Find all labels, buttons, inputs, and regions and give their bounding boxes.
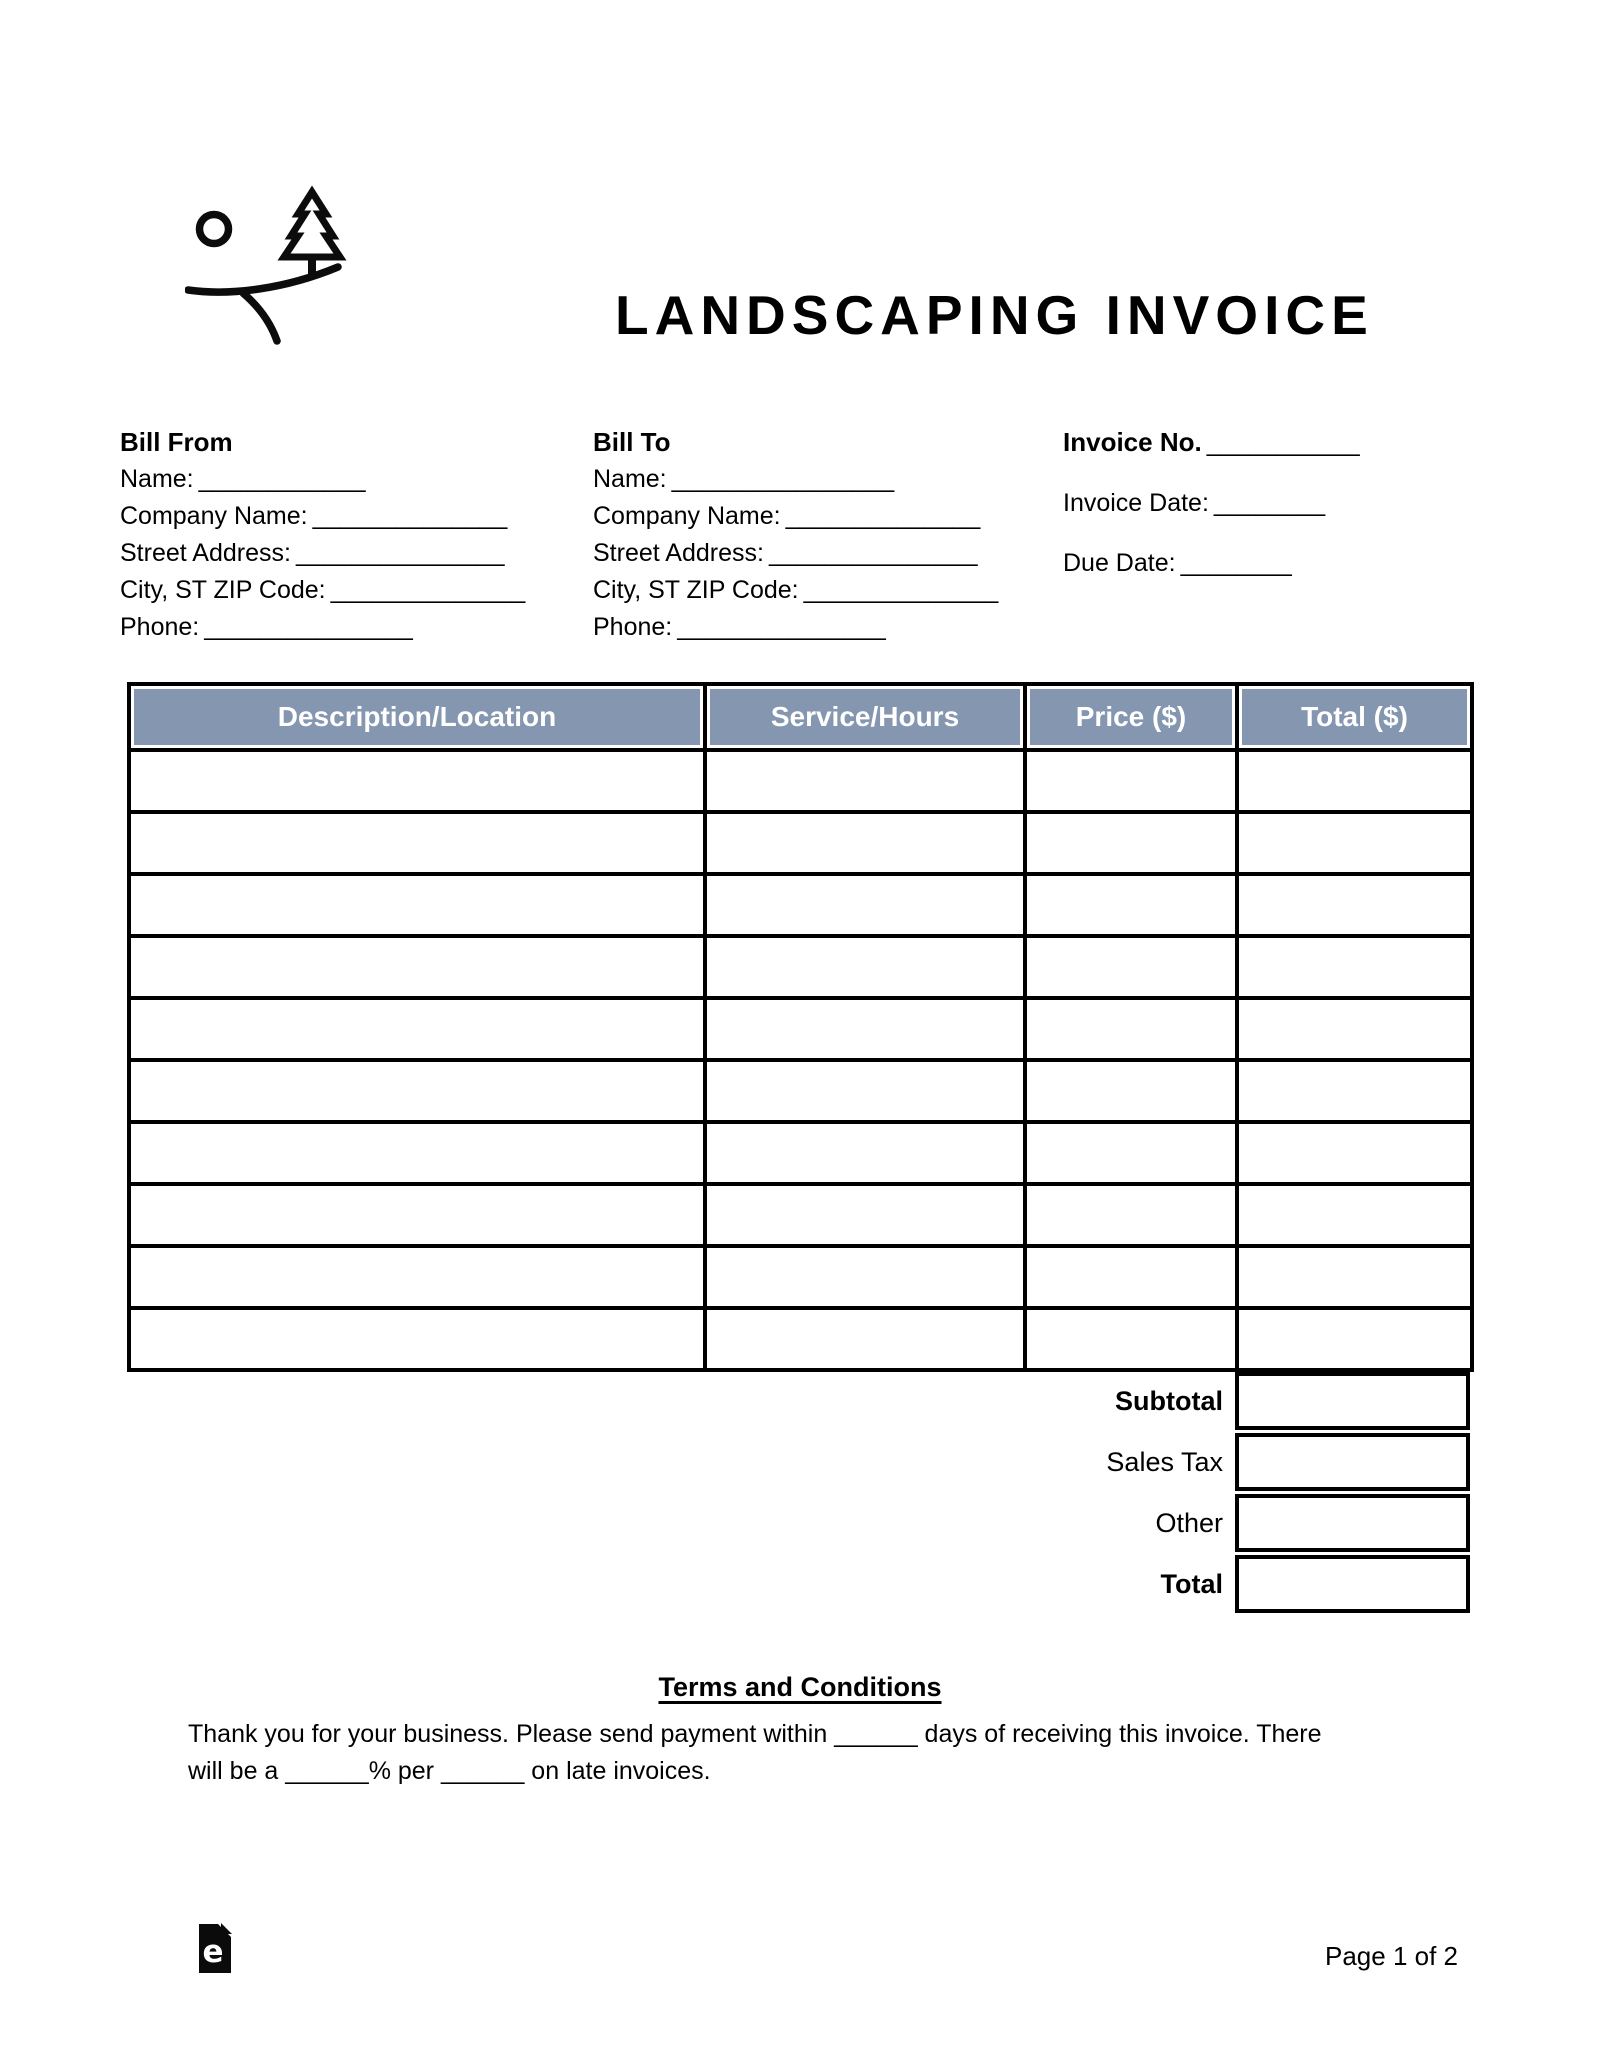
due-date-label: Due Date: xyxy=(1063,549,1176,577)
invoice-number-blank: ___________ xyxy=(1206,429,1360,457)
invoice-date-label: Invoice Date: xyxy=(1063,489,1209,517)
table-cell-empty xyxy=(1237,1308,1472,1370)
table-cell-empty xyxy=(1025,1060,1237,1122)
sales-tax-box xyxy=(1235,1433,1470,1491)
bill-from-city-line xyxy=(120,572,525,609)
field-label: City, ST ZIP Code: xyxy=(593,576,799,604)
table-cell-empty xyxy=(1025,1184,1237,1246)
table-cell-empty xyxy=(129,750,705,812)
table-cell-empty xyxy=(1237,1122,1472,1184)
table-cell-empty xyxy=(1025,998,1237,1060)
table-cell-empty xyxy=(1025,812,1237,874)
field-blank: ______________ xyxy=(785,502,981,530)
table-cell-empty xyxy=(1237,1184,1472,1246)
table-cell-empty xyxy=(1025,1122,1237,1184)
field-label: Phone: xyxy=(120,613,200,641)
table-cell-empty xyxy=(129,998,705,1060)
hill-slope-line xyxy=(243,293,277,341)
bill-to-street-line xyxy=(593,535,998,572)
table-cell-empty xyxy=(1237,998,1472,1060)
table-cell-empty xyxy=(705,1184,1025,1246)
table-row xyxy=(129,1246,1472,1308)
field-label: Name: xyxy=(593,465,667,493)
field-blank: _______________ xyxy=(204,613,413,641)
field-label: Name: xyxy=(120,465,194,493)
field-blank: ____________ xyxy=(198,465,366,493)
table-row xyxy=(129,998,1472,1060)
due-date-blank: ________ xyxy=(1180,549,1292,577)
invoice-number-label: Invoice No. xyxy=(1063,427,1202,457)
other-row xyxy=(127,1494,1470,1552)
table-row xyxy=(129,812,1472,874)
table-cell-empty xyxy=(1237,874,1472,936)
field-blank: ______________ xyxy=(312,502,508,530)
eforms-letter: e xyxy=(202,1934,224,1970)
sun-icon xyxy=(200,215,229,244)
bill-from-phone-line xyxy=(120,609,525,646)
table-row xyxy=(129,1308,1472,1370)
table-cell-empty xyxy=(1025,750,1237,812)
table-cell-empty xyxy=(705,1122,1025,1184)
table-row xyxy=(129,874,1472,936)
table-row xyxy=(129,1122,1472,1184)
bill-to-heading: Bill To xyxy=(593,427,671,457)
invoice-number-line xyxy=(1063,424,1360,462)
line-items-body xyxy=(129,750,1472,1370)
column-header-service-label: Service/Hours xyxy=(710,689,1020,745)
bill-from-street-line xyxy=(120,535,525,572)
field-label: Street Address: xyxy=(593,539,764,567)
table-cell-empty xyxy=(129,1308,705,1370)
table-cell-empty xyxy=(1237,812,1472,874)
table-row xyxy=(129,936,1472,998)
table-row xyxy=(129,1060,1472,1122)
invoice-meta-section xyxy=(1063,424,1360,605)
sales-tax-label: Sales Tax xyxy=(1106,1446,1223,1477)
bill-to-phone-line xyxy=(593,609,998,646)
other-box xyxy=(1235,1494,1470,1552)
eforms-logo-icon xyxy=(197,1922,234,1975)
table-cell-empty xyxy=(129,1060,705,1122)
total-box xyxy=(1235,1555,1470,1613)
line-items-header xyxy=(129,684,1472,750)
table-cell-empty xyxy=(705,998,1025,1060)
table-cell-empty xyxy=(1237,750,1472,812)
field-blank: _______________ xyxy=(768,539,978,567)
table-cell-empty xyxy=(705,936,1025,998)
table-cell-empty xyxy=(129,812,705,874)
field-label: Company Name: xyxy=(593,502,781,530)
field-label: Phone: xyxy=(593,613,673,641)
field-label: Street Address: xyxy=(120,539,291,567)
column-header-description xyxy=(129,684,705,750)
summary-section xyxy=(127,1372,1470,1616)
column-header-price xyxy=(1025,684,1237,750)
terms-body-line-1: Thank you for your business. Please send payment within ______ days of receiving this invoice. There xyxy=(188,1720,1322,1748)
table-cell-empty xyxy=(129,1122,705,1184)
folded-corner xyxy=(221,1923,232,1934)
bill-to-company-line xyxy=(593,498,998,535)
bill-to-name-line xyxy=(593,461,998,498)
table-cell-empty xyxy=(705,750,1025,812)
table-cell-empty xyxy=(705,874,1025,936)
field-label: Company Name: xyxy=(120,502,308,530)
table-row xyxy=(129,1184,1472,1246)
line-items-table xyxy=(127,682,1474,1372)
field-blank: ______________ xyxy=(330,576,526,604)
field-blank: ________________ xyxy=(671,465,895,493)
terms-body-line-2: will be a ______% per ______ on late invoices. xyxy=(188,1757,711,1785)
landscape-logo-icon xyxy=(185,183,347,345)
column-header-total-label: Total ($) xyxy=(1242,689,1467,745)
field-blank: _______________ xyxy=(677,613,886,641)
subtotal-box xyxy=(1235,1372,1470,1430)
invoice-date-line xyxy=(1063,485,1360,522)
bill-from-heading: Bill From xyxy=(120,427,233,457)
invoice-date-blank: ________ xyxy=(1213,489,1326,517)
sales-tax-row xyxy=(127,1433,1470,1491)
table-cell-empty xyxy=(705,1246,1025,1308)
bill-to-section xyxy=(593,424,998,646)
field-label: City, ST ZIP Code: xyxy=(120,576,326,604)
table-cell-empty xyxy=(1237,1246,1472,1308)
page-number: Page 1 of 2 xyxy=(1325,1941,1458,1971)
bill-from-section xyxy=(120,424,525,646)
header-row xyxy=(129,684,1472,750)
table-cell-empty xyxy=(129,936,705,998)
table-cell-empty xyxy=(1237,1060,1472,1122)
table-cell-empty xyxy=(1025,874,1237,936)
bill-from-company-line xyxy=(120,498,525,535)
bill-from-name-line xyxy=(120,461,525,498)
total-row xyxy=(127,1555,1470,1613)
field-blank: _______________ xyxy=(295,539,505,567)
terms-heading: Terms and Conditions xyxy=(658,1672,942,1702)
field-blank: ______________ xyxy=(803,576,999,604)
column-header-description-label: Description/Location xyxy=(134,689,700,745)
table-cell-empty xyxy=(129,874,705,936)
column-header-total xyxy=(1237,684,1472,750)
table-cell-empty xyxy=(1025,1246,1237,1308)
page-title: LANDSCAPING INVOICE xyxy=(615,284,1374,346)
table-cell-empty xyxy=(129,1184,705,1246)
column-header-price-label: Price ($) xyxy=(1030,689,1232,745)
table-cell-empty xyxy=(705,812,1025,874)
other-label: Other xyxy=(1155,1507,1223,1538)
bill-to-city-line xyxy=(593,572,998,609)
table-cell-empty xyxy=(705,1308,1025,1370)
table-cell-empty xyxy=(129,1246,705,1308)
table-cell-empty xyxy=(705,1060,1025,1122)
table-cell-empty xyxy=(1025,1308,1237,1370)
terms-body xyxy=(188,1716,1322,1790)
table-row xyxy=(129,750,1472,812)
column-header-service xyxy=(705,684,1025,750)
table-cell-empty xyxy=(1237,936,1472,998)
table-cell-empty xyxy=(1025,936,1237,998)
pine-tree-icon xyxy=(284,192,340,257)
total-label: Total xyxy=(1160,1568,1223,1599)
subtotal-label: Subtotal xyxy=(1115,1385,1223,1416)
subtotal-row xyxy=(127,1372,1470,1430)
due-date-line xyxy=(1063,545,1360,582)
